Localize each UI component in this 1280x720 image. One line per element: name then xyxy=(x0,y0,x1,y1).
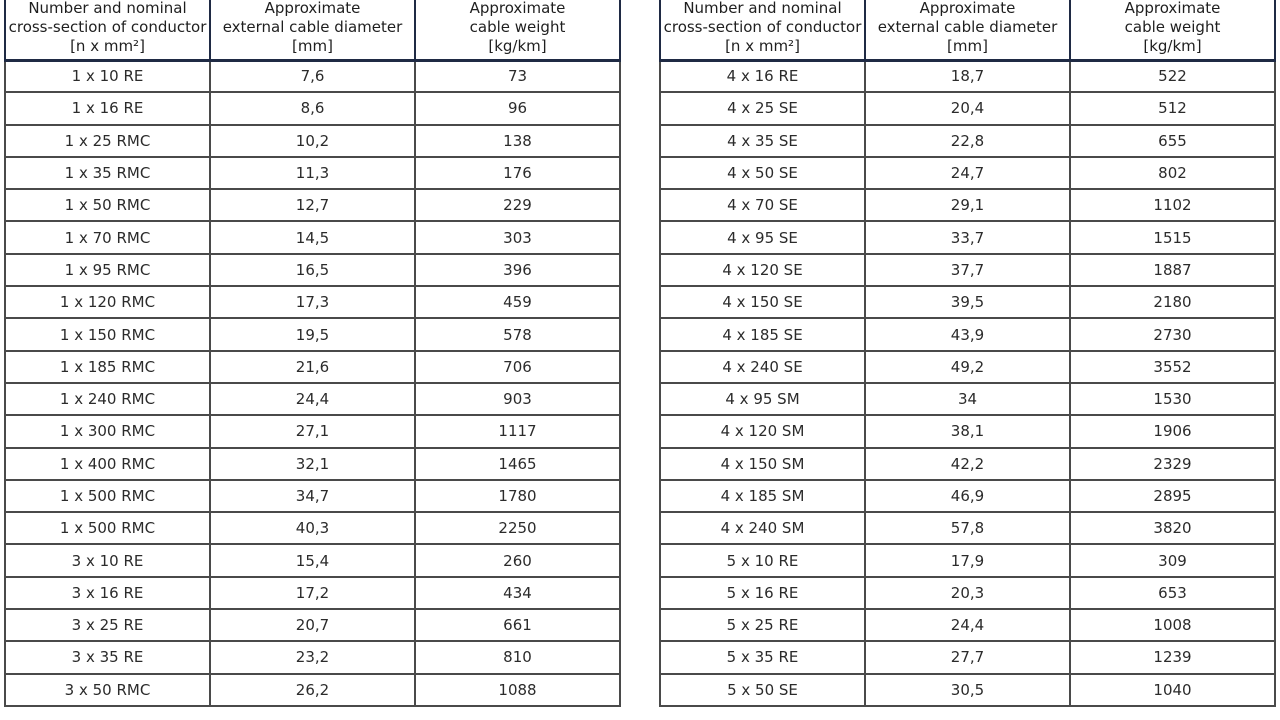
cell-weight: 810 xyxy=(415,641,620,673)
cell-cross-section: 1 x 95 RMC xyxy=(5,254,210,286)
cell-cross-section: 4 x 25 SE xyxy=(660,92,865,124)
cell-diameter: 21,6 xyxy=(210,351,415,383)
cell-diameter: 16,5 xyxy=(210,254,415,286)
cell-diameter: 33,7 xyxy=(865,221,1070,253)
table-row xyxy=(660,448,1275,480)
table-row xyxy=(5,383,620,415)
cell-cross-section: 4 x 150 SE xyxy=(660,286,865,318)
table-row xyxy=(660,415,1275,447)
header-unit: [mm] xyxy=(947,36,988,55)
cell-cross-section: 5 x 25 RE xyxy=(660,609,865,641)
cell-diameter: 43,9 xyxy=(865,318,1070,350)
cell-weight: 578 xyxy=(415,318,620,350)
header-text: cable weight xyxy=(469,17,566,36)
table-row xyxy=(660,92,1275,124)
cell-diameter: 27,7 xyxy=(865,641,1070,673)
cell-weight: 2250 xyxy=(415,512,620,544)
cell-diameter: 27,1 xyxy=(210,415,415,447)
cell-diameter: 15,4 xyxy=(210,544,415,576)
cell-diameter: 10,2 xyxy=(210,125,415,157)
cell-cross-section: 1 x 185 RMC xyxy=(5,351,210,383)
table-row xyxy=(5,415,620,447)
table-row xyxy=(660,544,1275,576)
cell-cross-section: 3 x 16 RE xyxy=(5,577,210,609)
cell-cross-section: 4 x 120 SE xyxy=(660,254,865,286)
cell-weight: 1530 xyxy=(1070,383,1275,415)
table-row xyxy=(5,318,620,350)
cell-weight: 3552 xyxy=(1070,351,1275,383)
cell-cross-section: 1 x 500 RMC xyxy=(5,512,210,544)
cell-weight: 229 xyxy=(415,189,620,221)
cell-cross-section: 1 x 25 RMC xyxy=(5,125,210,157)
table-row xyxy=(660,254,1275,286)
header-text: Approximate xyxy=(919,0,1016,17)
cell-diameter: 17,2 xyxy=(210,577,415,609)
header-cross-section xyxy=(660,0,865,60)
cell-diameter: 14,5 xyxy=(210,221,415,253)
table-row xyxy=(5,254,620,286)
cell-weight: 3820 xyxy=(1070,512,1275,544)
cell-weight: 1088 xyxy=(415,674,620,706)
cell-weight: 459 xyxy=(415,286,620,318)
cell-diameter: 46,9 xyxy=(865,480,1070,512)
cell-weight: 1040 xyxy=(1070,674,1275,706)
cell-weight: 1008 xyxy=(1070,609,1275,641)
header-cross-section xyxy=(5,0,210,60)
cell-weight: 303 xyxy=(415,221,620,253)
cell-diameter: 18,7 xyxy=(865,60,1070,92)
table-row xyxy=(660,609,1275,641)
cell-diameter: 20,3 xyxy=(865,577,1070,609)
header-text: Approximate xyxy=(1124,0,1221,17)
cell-diameter: 17,9 xyxy=(865,544,1070,576)
cell-cross-section: 1 x 500 RMC xyxy=(5,480,210,512)
cell-cross-section: 5 x 10 RE xyxy=(660,544,865,576)
cell-weight: 512 xyxy=(1070,92,1275,124)
cell-weight: 396 xyxy=(415,254,620,286)
cell-diameter: 34,7 xyxy=(210,480,415,512)
header-text: cross-section of conductor xyxy=(8,17,207,36)
cell-cross-section: 5 x 16 RE xyxy=(660,577,865,609)
cell-weight: 2730 xyxy=(1070,318,1275,350)
table-row xyxy=(660,60,1275,92)
cell-weight: 2180 xyxy=(1070,286,1275,318)
table-row xyxy=(5,674,620,706)
cell-weight: 522 xyxy=(1070,60,1275,92)
cell-weight: 1887 xyxy=(1070,254,1275,286)
cell-diameter: 49,2 xyxy=(865,351,1070,383)
header-row xyxy=(5,0,620,60)
cell-diameter: 39,5 xyxy=(865,286,1070,318)
table-row xyxy=(660,641,1275,673)
header-text: Approximate xyxy=(469,0,566,17)
cell-diameter: 20,4 xyxy=(865,92,1070,124)
cell-diameter: 30,5 xyxy=(865,674,1070,706)
cell-cross-section: 4 x 150 SM xyxy=(660,448,865,480)
cell-weight: 2895 xyxy=(1070,480,1275,512)
header-unit: [kg/km] xyxy=(1143,36,1202,55)
table-row xyxy=(5,92,620,124)
cell-weight: 1239 xyxy=(1070,641,1275,673)
cell-weight: 1117 xyxy=(415,415,620,447)
table-row xyxy=(660,221,1275,253)
cell-weight: 176 xyxy=(415,157,620,189)
header-unit: [n x mm²] xyxy=(70,36,145,55)
header-row xyxy=(660,0,1275,60)
header-text: cross-section of conductor xyxy=(663,17,862,36)
table-row xyxy=(5,157,620,189)
cell-cross-section: 4 x 185 SE xyxy=(660,318,865,350)
cell-cross-section: 4 x 240 SM xyxy=(660,512,865,544)
cell-cross-section: 1 x 50 RMC xyxy=(5,189,210,221)
cell-cross-section: 4 x 185 SM xyxy=(660,480,865,512)
table-body-left xyxy=(5,60,620,706)
cell-diameter: 38,1 xyxy=(865,415,1070,447)
table-row xyxy=(660,480,1275,512)
cell-weight: 309 xyxy=(1070,544,1275,576)
table-row xyxy=(5,351,620,383)
cell-weight: 655 xyxy=(1070,125,1275,157)
cell-cross-section: 1 x 120 RMC xyxy=(5,286,210,318)
cell-cross-section: 1 x 240 RMC xyxy=(5,383,210,415)
cell-cross-section: 4 x 50 SE xyxy=(660,157,865,189)
table-row xyxy=(660,512,1275,544)
cell-weight: 903 xyxy=(415,383,620,415)
cell-diameter: 7,6 xyxy=(210,60,415,92)
cell-weight: 706 xyxy=(415,351,620,383)
cell-cross-section: 5 x 35 RE xyxy=(660,641,865,673)
table-row xyxy=(5,512,620,544)
cell-weight: 434 xyxy=(415,577,620,609)
table-row xyxy=(660,125,1275,157)
cell-cross-section: 1 x 10 RE xyxy=(5,60,210,92)
table-row xyxy=(5,125,620,157)
cell-diameter: 24,4 xyxy=(865,609,1070,641)
header-weight xyxy=(1070,0,1275,60)
table-body-right xyxy=(660,60,1275,706)
cell-cross-section: 4 x 70 SE xyxy=(660,189,865,221)
table-row xyxy=(660,189,1275,221)
cell-diameter: 29,1 xyxy=(865,189,1070,221)
cell-weight: 1465 xyxy=(415,448,620,480)
cell-weight: 1102 xyxy=(1070,189,1275,221)
table-row xyxy=(5,609,620,641)
cell-cross-section: 1 x 300 RMC xyxy=(5,415,210,447)
table-row xyxy=(660,157,1275,189)
cell-cross-section: 1 x 35 RMC xyxy=(5,157,210,189)
header-unit: [n x mm²] xyxy=(725,36,800,55)
cell-weight: 802 xyxy=(1070,157,1275,189)
table-row xyxy=(5,60,620,92)
header-weight xyxy=(415,0,620,60)
header-text: Number and nominal xyxy=(28,0,187,17)
cell-weight: 1780 xyxy=(415,480,620,512)
cell-cross-section: 5 x 50 SE xyxy=(660,674,865,706)
cell-weight: 2329 xyxy=(1070,448,1275,480)
header-text: Approximate xyxy=(264,0,361,17)
table-row xyxy=(5,286,620,318)
cell-diameter: 12,7 xyxy=(210,189,415,221)
cell-diameter: 42,2 xyxy=(865,448,1070,480)
cell-diameter: 8,6 xyxy=(210,92,415,124)
cell-cross-section: 1 x 150 RMC xyxy=(5,318,210,350)
cell-diameter: 32,1 xyxy=(210,448,415,480)
header-diameter xyxy=(865,0,1070,60)
cell-diameter: 20,7 xyxy=(210,609,415,641)
table-row xyxy=(5,221,620,253)
cell-diameter: 24,4 xyxy=(210,383,415,415)
table-row xyxy=(660,318,1275,350)
cell-weight: 260 xyxy=(415,544,620,576)
cell-diameter: 24,7 xyxy=(865,157,1070,189)
cell-cross-section: 4 x 16 RE xyxy=(660,60,865,92)
cell-weight: 653 xyxy=(1070,577,1275,609)
cell-diameter: 37,7 xyxy=(865,254,1070,286)
cell-diameter: 22,8 xyxy=(865,125,1070,157)
table-row xyxy=(660,577,1275,609)
table-row xyxy=(5,448,620,480)
cell-weight: 96 xyxy=(415,92,620,124)
table-row xyxy=(660,286,1275,318)
cell-weight: 1515 xyxy=(1070,221,1275,253)
cell-cross-section: 4 x 95 SM xyxy=(660,383,865,415)
cable-table-right xyxy=(659,0,1276,707)
header-diameter xyxy=(210,0,415,60)
table-row xyxy=(5,641,620,673)
table-row xyxy=(5,544,620,576)
header-text: Number and nominal xyxy=(683,0,842,17)
cell-diameter: 26,2 xyxy=(210,674,415,706)
cell-diameter: 34 xyxy=(865,383,1070,415)
cell-weight: 1906 xyxy=(1070,415,1275,447)
cell-cross-section: 1 x 16 RE xyxy=(5,92,210,124)
cell-diameter: 57,8 xyxy=(865,512,1070,544)
cell-cross-section: 3 x 10 RE xyxy=(5,544,210,576)
cell-diameter: 19,5 xyxy=(210,318,415,350)
header-text: cable weight xyxy=(1124,17,1221,36)
cell-weight: 138 xyxy=(415,125,620,157)
cell-cross-section: 1 x 400 RMC xyxy=(5,448,210,480)
cell-cross-section: 4 x 120 SM xyxy=(660,415,865,447)
header-text: external cable diameter xyxy=(222,17,403,36)
cell-cross-section: 4 x 240 SE xyxy=(660,351,865,383)
cell-cross-section: 4 x 95 SE xyxy=(660,221,865,253)
cell-cross-section: 3 x 50 RMC xyxy=(5,674,210,706)
cell-cross-section: 4 x 35 SE xyxy=(660,125,865,157)
cell-diameter: 11,3 xyxy=(210,157,415,189)
cell-cross-section: 3 x 25 RE xyxy=(5,609,210,641)
header-text: external cable diameter xyxy=(877,17,1058,36)
table-row xyxy=(5,577,620,609)
cell-cross-section: 3 x 35 RE xyxy=(5,641,210,673)
cable-table-left xyxy=(4,0,621,707)
cell-weight: 73 xyxy=(415,60,620,92)
cell-weight: 661 xyxy=(415,609,620,641)
header-unit: [kg/km] xyxy=(488,36,547,55)
table-row xyxy=(660,383,1275,415)
cell-diameter: 17,3 xyxy=(210,286,415,318)
table-row xyxy=(660,351,1275,383)
cell-diameter: 40,3 xyxy=(210,512,415,544)
cell-cross-section: 1 x 70 RMC xyxy=(5,221,210,253)
header-unit: [mm] xyxy=(292,36,333,55)
cell-diameter: 23,2 xyxy=(210,641,415,673)
table-row xyxy=(660,674,1275,706)
table-row xyxy=(5,189,620,221)
table-row xyxy=(5,480,620,512)
